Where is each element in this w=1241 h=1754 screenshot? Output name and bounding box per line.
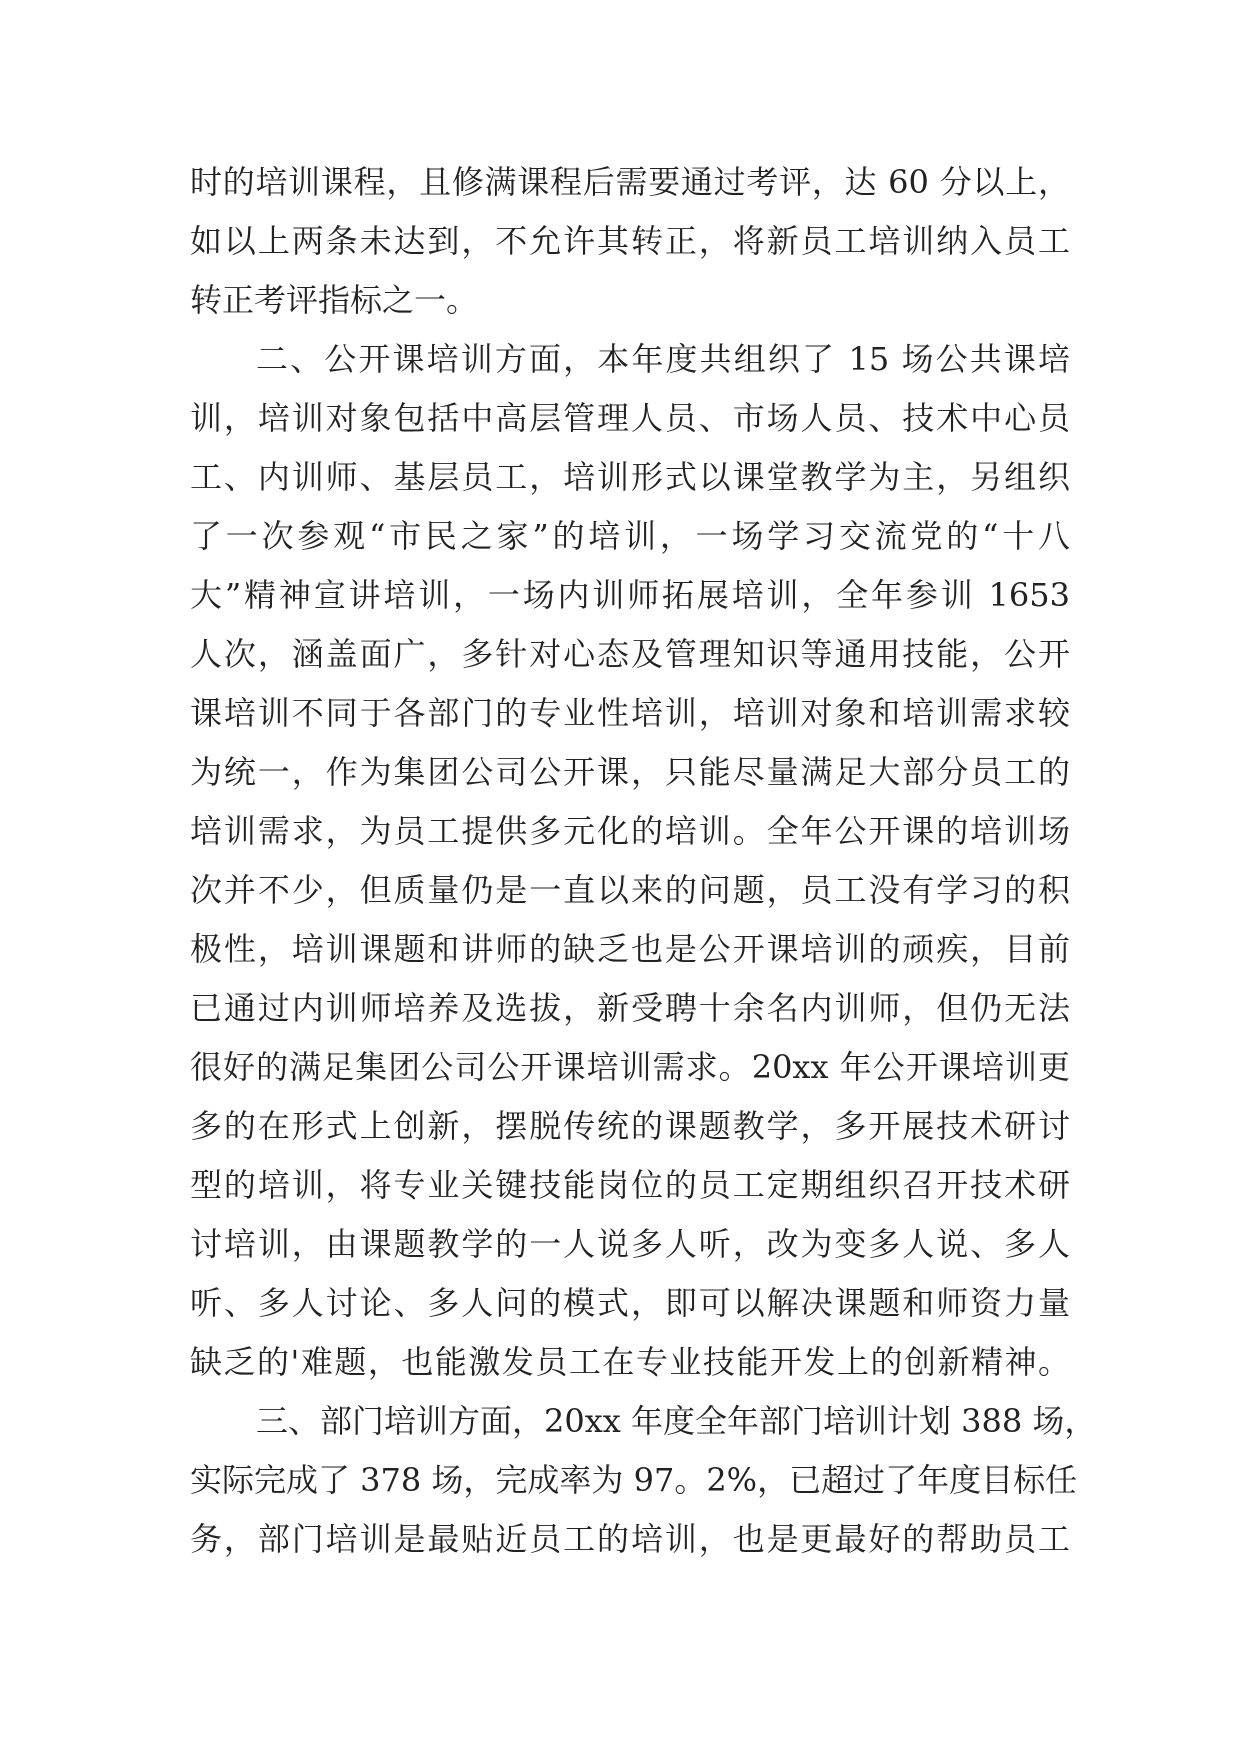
text-line: 二、公开课培训方面，本年度共组织了 15 场公共课培 <box>256 340 1070 378</box>
text-line: 已通过内训师培养及选拔，新受聘十余名内训师，但仍无法 <box>190 989 1070 1027</box>
text-line: 次并不少，但质量仍是一直以来的问题，员工没有学习的积 <box>190 871 1070 909</box>
text-line: 时的培训课程，且修满课程后需要通过考评，达 60 分以上， <box>190 163 1070 201</box>
text-line: 大”精神宣讲培训，一场内训师拓展培训，全年参训 1653 <box>190 576 1070 614</box>
text-line: 三、部门培训方面，20xx 年度全年部门培训计划 388 场， <box>256 1402 1097 1440</box>
text-line: 型的培训，将专业关键技能岗位的员工定期组织召开技术研 <box>190 1166 1070 1204</box>
body-text <box>190 153 1097 1569</box>
text-line: 为统一，作为集团公司公开课，只能尽量满足大部分员工的 <box>190 753 1070 791</box>
text-line: 缺乏的'难题，也能激发员工在专业技能开发上的创新精神。 <box>190 1343 1070 1381</box>
text-line: 很好的满足集团公司公开课培训需求。20xx 年公开课培训更 <box>190 1048 1070 1086</box>
text-line: 工、内训师、基层员工，培训形式以课堂教学为主，另组织 <box>190 458 1070 496</box>
text-line: 训，培训对象包括中高层管理人员、市场人员、技术中心员 <box>190 399 1070 437</box>
text-line: 转正考评指标之一。 <box>190 281 479 319</box>
text-line: 如以上两条未达到，不允许其转正，将新员工培训纳入员工 <box>190 222 1070 260</box>
text-line: 听、多人讨论、多人问的模式，即可以解决课题和师资力量 <box>190 1284 1070 1322</box>
text-line: 极性，培训课题和讲师的缺乏也是公开课培训的顽疾，目前 <box>190 930 1070 968</box>
text-line: 了一次参观“市民之家”的培训，一场学习交流党的“十八 <box>190 517 1070 555</box>
text-line: 课培训不同于各部门的专业性培训，培训对象和培训需求较 <box>190 694 1070 732</box>
text-line: 培训需求，为员工提供多元化的培训。全年公开课的培训场 <box>190 812 1070 850</box>
text-line: 多的在形式上创新，摆脱传统的课题教学，多开展技术研讨 <box>190 1107 1070 1145</box>
text-line: 讨培训，由课题教学的一人说多人听，改为变多人说、多人 <box>190 1225 1070 1263</box>
text-line: 人次，涵盖面广，多针对心态及管理知识等通用技能，公开 <box>190 635 1070 673</box>
text-line: 实际完成了 378 场，完成率为 97。2%，已超过了年度目标任 <box>190 1461 1078 1499</box>
text-line: 务，部门培训是最贴近员工的培训，也是更最好的帮助员工 <box>190 1520 1070 1558</box>
